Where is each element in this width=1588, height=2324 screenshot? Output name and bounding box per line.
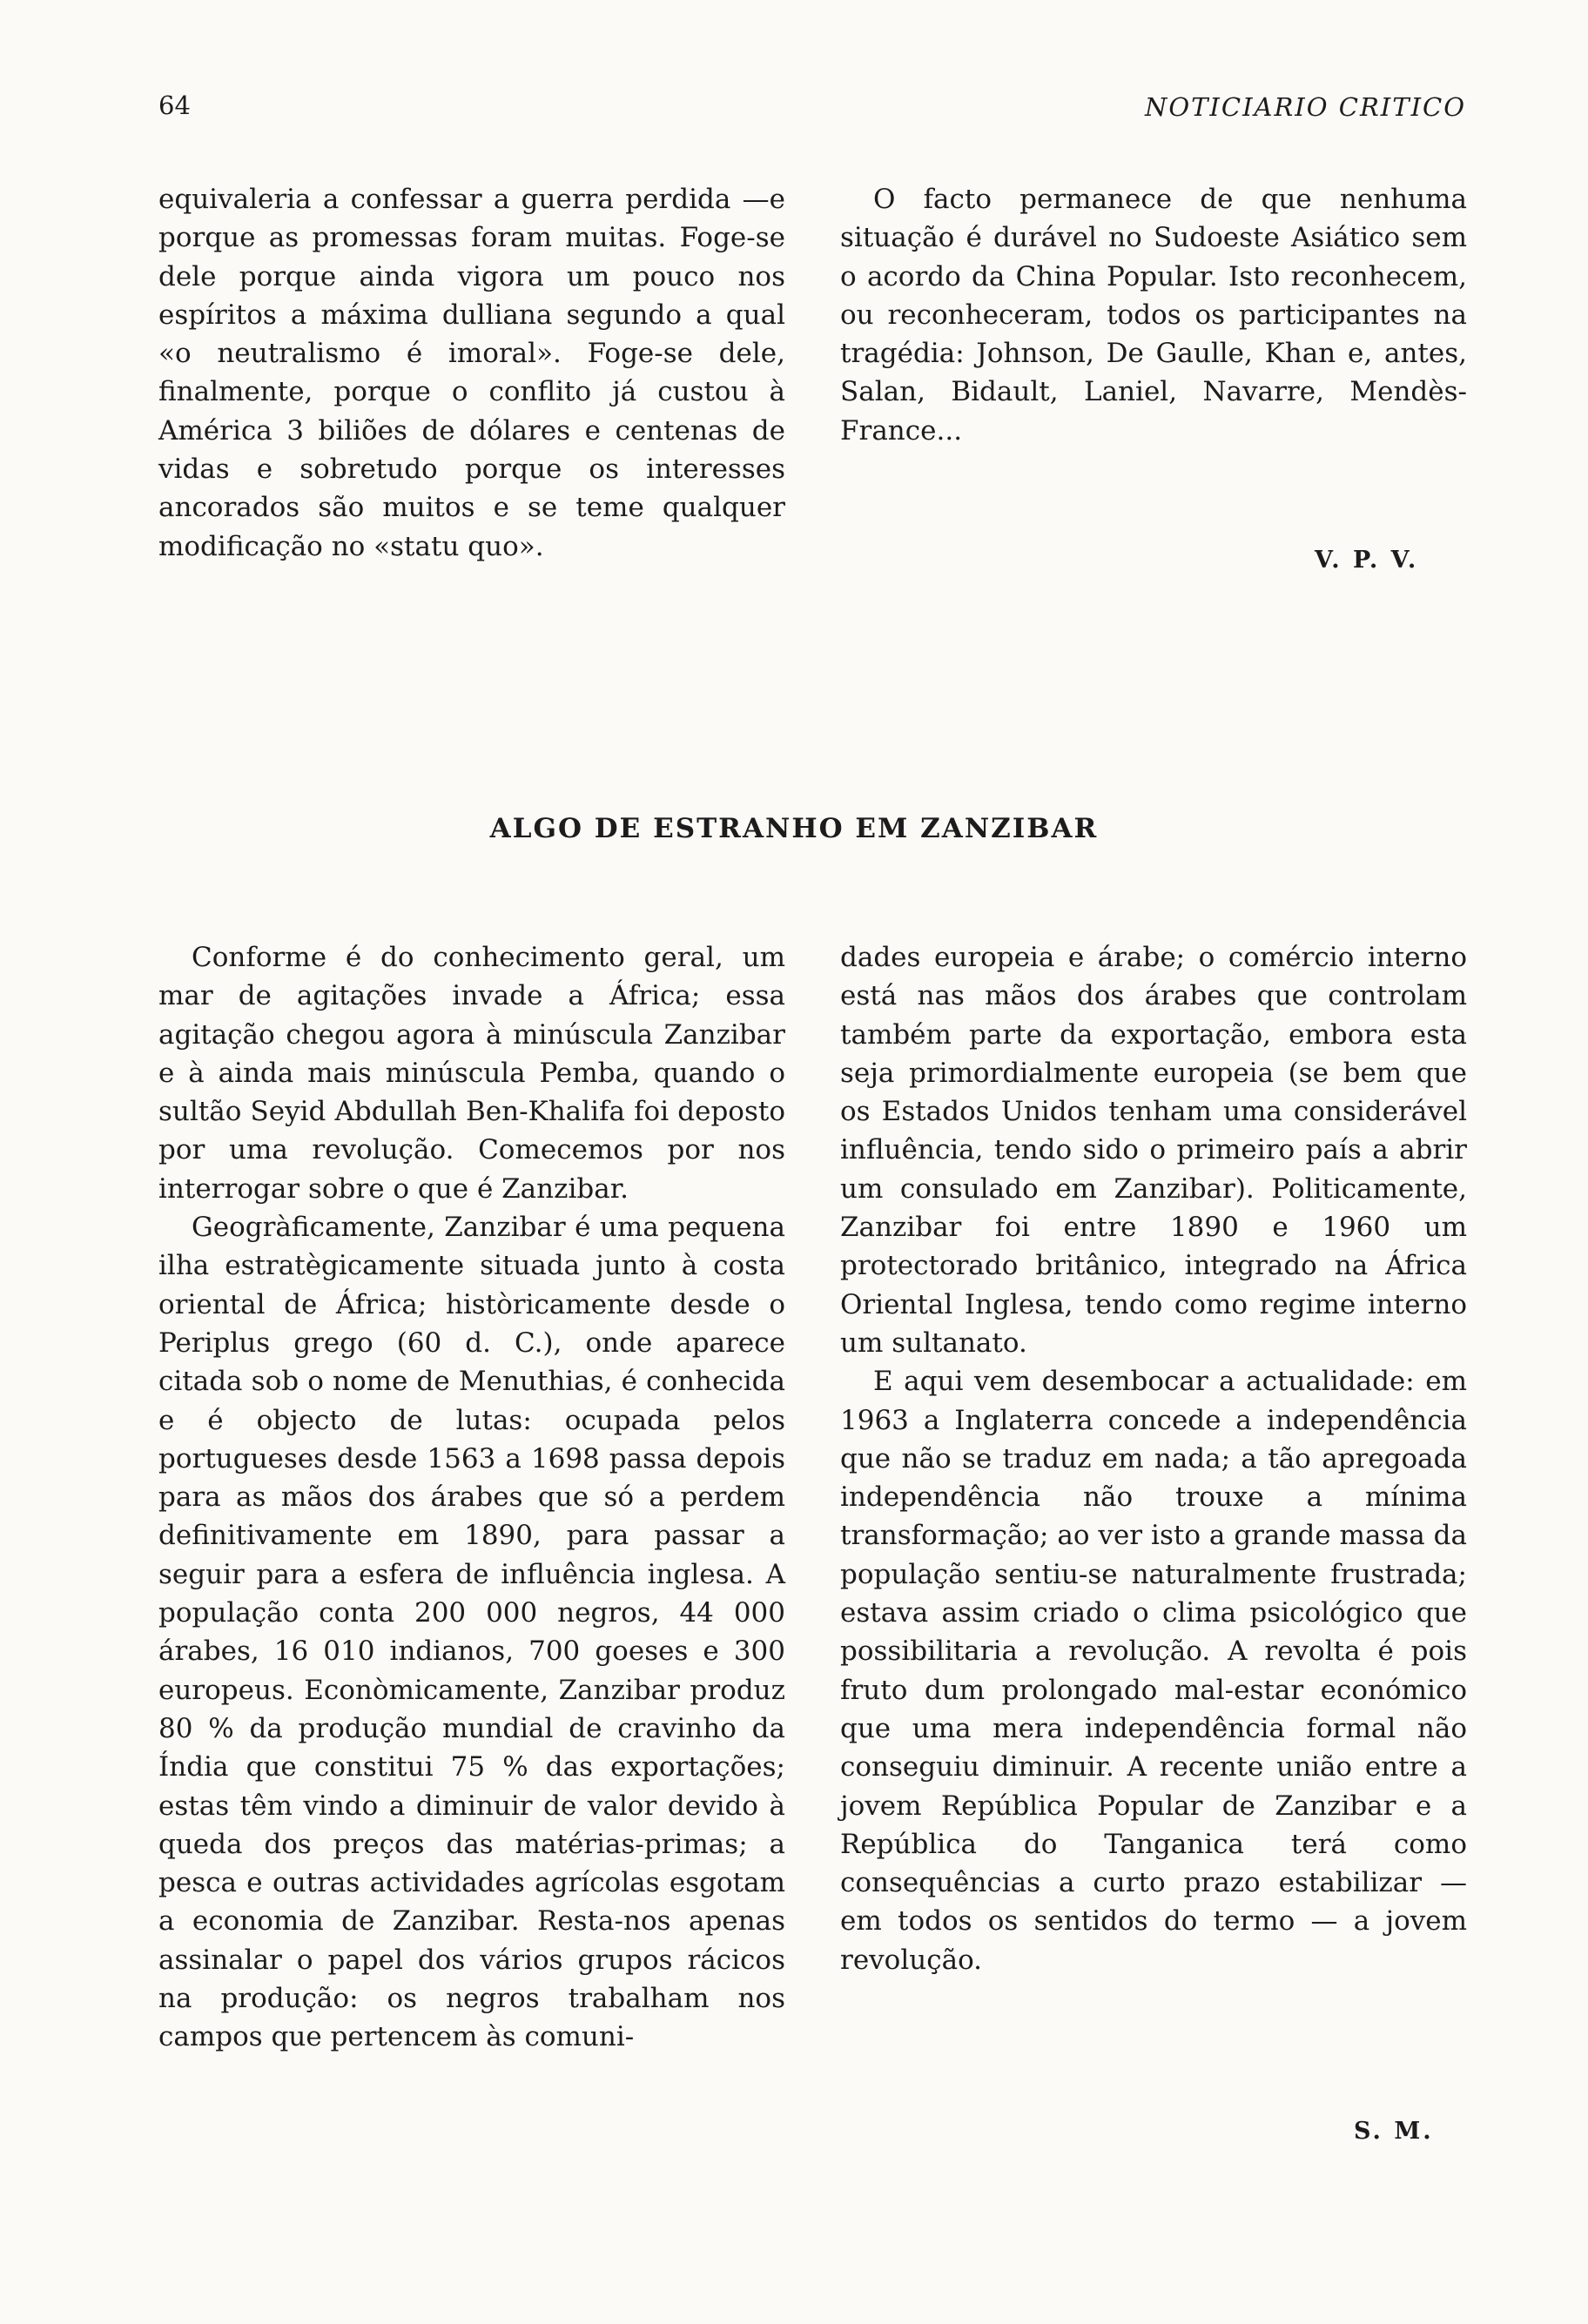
running-head: NOTICIARIO CRITICO bbox=[1144, 92, 1466, 122]
article1-paragraph: O facto permanece de que nenhuma situação é durável no Sudoeste Asiático sem o acordo da China Popular. Isto reconhecem, ou reconheceram, todos os participantes na tragédia: Johnson, De Gaulle, Khan e, antes, Salan, Bidault, Laniel, Navarre, Mendès-France... bbox=[840, 184, 1467, 447]
article2-right-column bbox=[840, 938, 1467, 1979]
page-number: 64 bbox=[158, 91, 191, 120]
article2-paragraph: E aqui vem desembocar a actualidade: em 1963 a Inglaterra concede a independência que não se traduz em nada; a tão apregoada independência não trouxe a mínima transformação; ao ver isto a grande massa da população sentiu-se naturalmente frustrada; estava assim criado o clima psicológico que possibilitaria a revolução. A revolta é pois fruto dum prolongado mal-estar económico que uma mera independência formal não conseguiu diminuir. A recente união entre a jovem República Popular de Zanzibar e a República do Tanganica terá como consequências a curto prazo estabilizar — em todos os sentidos do termo — a jovem revolução. bbox=[840, 1366, 1467, 1976]
article1-paragraph: equivaleria a confessar a guerra perdida —e porque as promessas foram muitas. Foge-se dele porque ainda vigora um pouco nos espíritos a máxima dulliana segundo a qual «o neutralismo é imoral». Foge-se dele, finalmente, porque o conflito já custou à América 3 biliões de dólares e centenas de vidas e sobretudo porque os interesses ancorados são muitos e se teme qualquer modificação no «statu quo». bbox=[158, 184, 785, 562]
article2-title: ALGO DE ESTRANHO EM ZANZIBAR bbox=[489, 813, 1099, 844]
article2-left-column bbox=[158, 938, 785, 2057]
article2-signature: S. M. bbox=[1354, 2118, 1434, 2145]
article2-paragraph: Geogràficamente, Zanzibar é uma pequena ilha estratègicamente situada junto à costa oriental de África; històricamente desde o Periplus grego (60 d. C.), onde aparece citada sob o nome de Menuthias, é conhecida e é objecto de lutas: ocupada pelos portugueses desde 1563 a 1698 passa depois para as mãos dos árabes que só a perdem definitivamente em 1890, para passar a seguir para a esfera de influência inglesa. A população conta 200 000 negros, 44 000 árabes, 16 010 indianos, 700 goeses e 300 europeus. Econòmicamente, Zanzibar produz 80 % da produção mundial de cravinho da Índia que constitui 75 % das exportações; estas têm vindo a diminuir de valor devido à queda dos preços das matérias-primas; a pesca e outras actividades agrícolas esgotam a economia de Zanzibar. Resta-nos apenas assinalar o papel dos vários grupos rácicos na produção: os negros trabalham nos campos que pertencem às comuni- bbox=[158, 1212, 785, 2053]
article1-left-column bbox=[158, 180, 785, 566]
article2-paragraph: dades europeia e árabe; o comércio interno está nas mãos dos árabes que controlam também parte da exportação, embora esta seja primordialmente europeia (se bem que os Estados Unidos tenham uma considerável influência, tendo sido o primeiro país a abrir um consulado em Zanzibar). Politicamente, Zanzibar foi entre 1890 e 1960 um protectorado britânico, integrado na África Oriental Inglesa, tendo como regime interno um sultanato. bbox=[840, 942, 1467, 1359]
article1-signature: V. P. V. bbox=[1315, 547, 1419, 574]
article2-paragraph: Conforme é do conhecimento geral, um mar de agitações invade a África; essa agitação chegou agora à minúscula Zanzibar e à ainda mais minúscula Pemba, quando o sultão Seyid Abdullah Ben-Khalifa foi deposto por uma revolução. Comecemos por nos interrogar sobre o que é Zanzibar. bbox=[158, 942, 785, 1205]
article1-right-column bbox=[840, 180, 1467, 450]
